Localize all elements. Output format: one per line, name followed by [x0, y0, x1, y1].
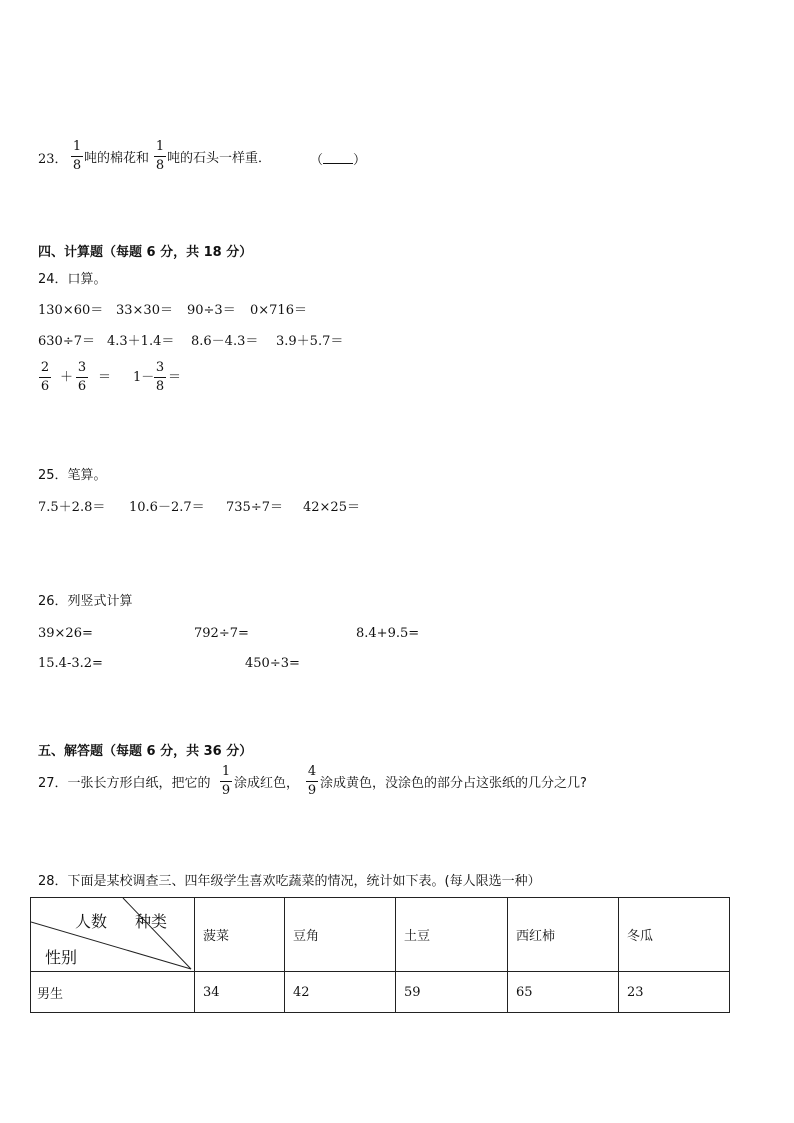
q26-r1-item-3: 8.4+9.5= [356, 626, 420, 641]
vegetable-survey-table [30, 897, 730, 1013]
q26-r2-item-1: 15.4-3.2= [38, 656, 103, 671]
q26-r1-item-2: 792÷7= [194, 626, 249, 641]
q24-r2-item-2: 4.3＋1.4＝ [107, 334, 175, 349]
q25-label: 25．笔算。 [38, 468, 107, 483]
q27-frac1-denominator: 9 [221, 783, 231, 798]
table-header-cell: 土豆 [396, 898, 508, 972]
q27-fraction-2 [305, 765, 319, 798]
table-header-row [31, 898, 730, 972]
q24-frac-b-numerator: 3 [77, 360, 87, 375]
q24-frac-b-denominator: 6 [77, 379, 87, 394]
q23-fraction-2 [153, 140, 167, 173]
q23-frac2-numerator: 1 [155, 139, 165, 154]
q24-r1-item-3: 90÷3＝ [187, 303, 236, 318]
paren-close: ） [353, 153, 367, 168]
table-cell: 23 [619, 972, 730, 1013]
q26-label: 26．列竖式计算 [38, 594, 133, 609]
fraction-bar [154, 156, 166, 157]
corner-label-gender: 性别 [45, 948, 78, 967]
q27-text-1: 27．一张长方形白纸，把它的 [38, 776, 211, 791]
q26-r2-item-2: 450÷3= [245, 656, 300, 671]
q27-frac1-numerator: 1 [221, 764, 231, 779]
q27-frac2-denominator: 9 [307, 783, 317, 798]
q23-frac2-denominator: 8 [155, 158, 165, 173]
table-corner-cell [31, 898, 195, 972]
q27-frac2-numerator: 4 [307, 764, 317, 779]
q24-r2-item-3: 8.6－4.3＝ [191, 334, 259, 349]
table-cell: 34 [195, 972, 285, 1013]
q24-fraction-a [38, 361, 52, 394]
table-header-cell: 西红柿 [508, 898, 619, 972]
q24-r2-item-1: 630÷7＝ [38, 334, 95, 349]
fraction-bar [220, 781, 232, 782]
q24-equals-1: ＝ [98, 370, 112, 385]
q24-r1-item-2: 33×30＝ [116, 303, 173, 318]
q25-item-3: 735÷7＝ [226, 500, 283, 515]
q23-fraction-1 [70, 140, 84, 173]
q27-fraction-1 [219, 765, 233, 798]
table-header-cell: 豆角 [285, 898, 396, 972]
q28-text: 28．下面是某校调查三、四年级学生喜欢吃蔬菜的情况，统计如下表。(每人限选一种） [38, 874, 541, 889]
q25-item-4: 42×25＝ [303, 500, 360, 515]
q24-r1-item-1: 130×60＝ [38, 303, 104, 318]
q24-frac-a-numerator: 2 [40, 360, 50, 375]
q23-text-2: 吨的石头一样重． [167, 151, 272, 166]
q23-answer-blank[interactable] [310, 151, 366, 169]
q24-frac-c-numerator: 3 [155, 360, 165, 375]
q25-item-2: 10.6－2.7＝ [129, 500, 205, 515]
q24-fraction-b [75, 361, 89, 394]
table-header-cell: 菠菜 [195, 898, 285, 972]
q24-equals-2: ＝ [168, 370, 182, 385]
blank-line [323, 151, 353, 164]
q27-text-3: 涂成黄色，没涂色的部分占这张纸的几分之几? [320, 776, 587, 791]
table-cell: 42 [285, 972, 396, 1013]
fraction-bar [306, 781, 318, 782]
table-cell: 59 [396, 972, 508, 1013]
q23-text-1: 吨的棉花和 [84, 151, 150, 166]
fraction-bar [154, 377, 166, 378]
table-cell: 65 [508, 972, 619, 1013]
table-header-cell: 冬瓜 [619, 898, 730, 972]
q24-plus: ＋ [60, 370, 74, 385]
q24-fraction-c [153, 361, 167, 394]
q23-frac1-numerator: 1 [72, 139, 82, 154]
section-4-title: 四、计算题（每题 6 分，共 18 分） [38, 245, 253, 260]
q24-frac-a-denominator: 6 [40, 379, 50, 394]
fraction-bar [71, 156, 83, 157]
q23-frac1-denominator: 8 [72, 158, 82, 173]
q24-frac-c-denominator: 8 [155, 379, 165, 394]
q24-label: 24．口算。 [38, 272, 107, 287]
paren-open: （ [310, 153, 324, 168]
corner-label-count: 人数 [75, 912, 108, 931]
table-row-label: 男生 [31, 972, 195, 1013]
table-row [31, 972, 730, 1013]
section-5-title: 五、解答题（每题 6 分，共 36 分） [38, 744, 253, 759]
q27-text-2: 涂成红色， [234, 776, 300, 791]
q24-one-minus: 1－ [133, 370, 155, 385]
q24-r1-item-4: 0×716＝ [250, 303, 307, 318]
fraction-bar [39, 377, 51, 378]
corner-label-category: 种类 [135, 912, 168, 931]
q24-r2-item-4: 3.9＋5.7＝ [276, 334, 344, 349]
q25-item-1: 7.5＋2.8＝ [38, 500, 106, 515]
q26-r1-item-1: 39×26= [38, 626, 93, 641]
fraction-bar [76, 377, 88, 378]
q23-number: 23． [38, 152, 68, 167]
